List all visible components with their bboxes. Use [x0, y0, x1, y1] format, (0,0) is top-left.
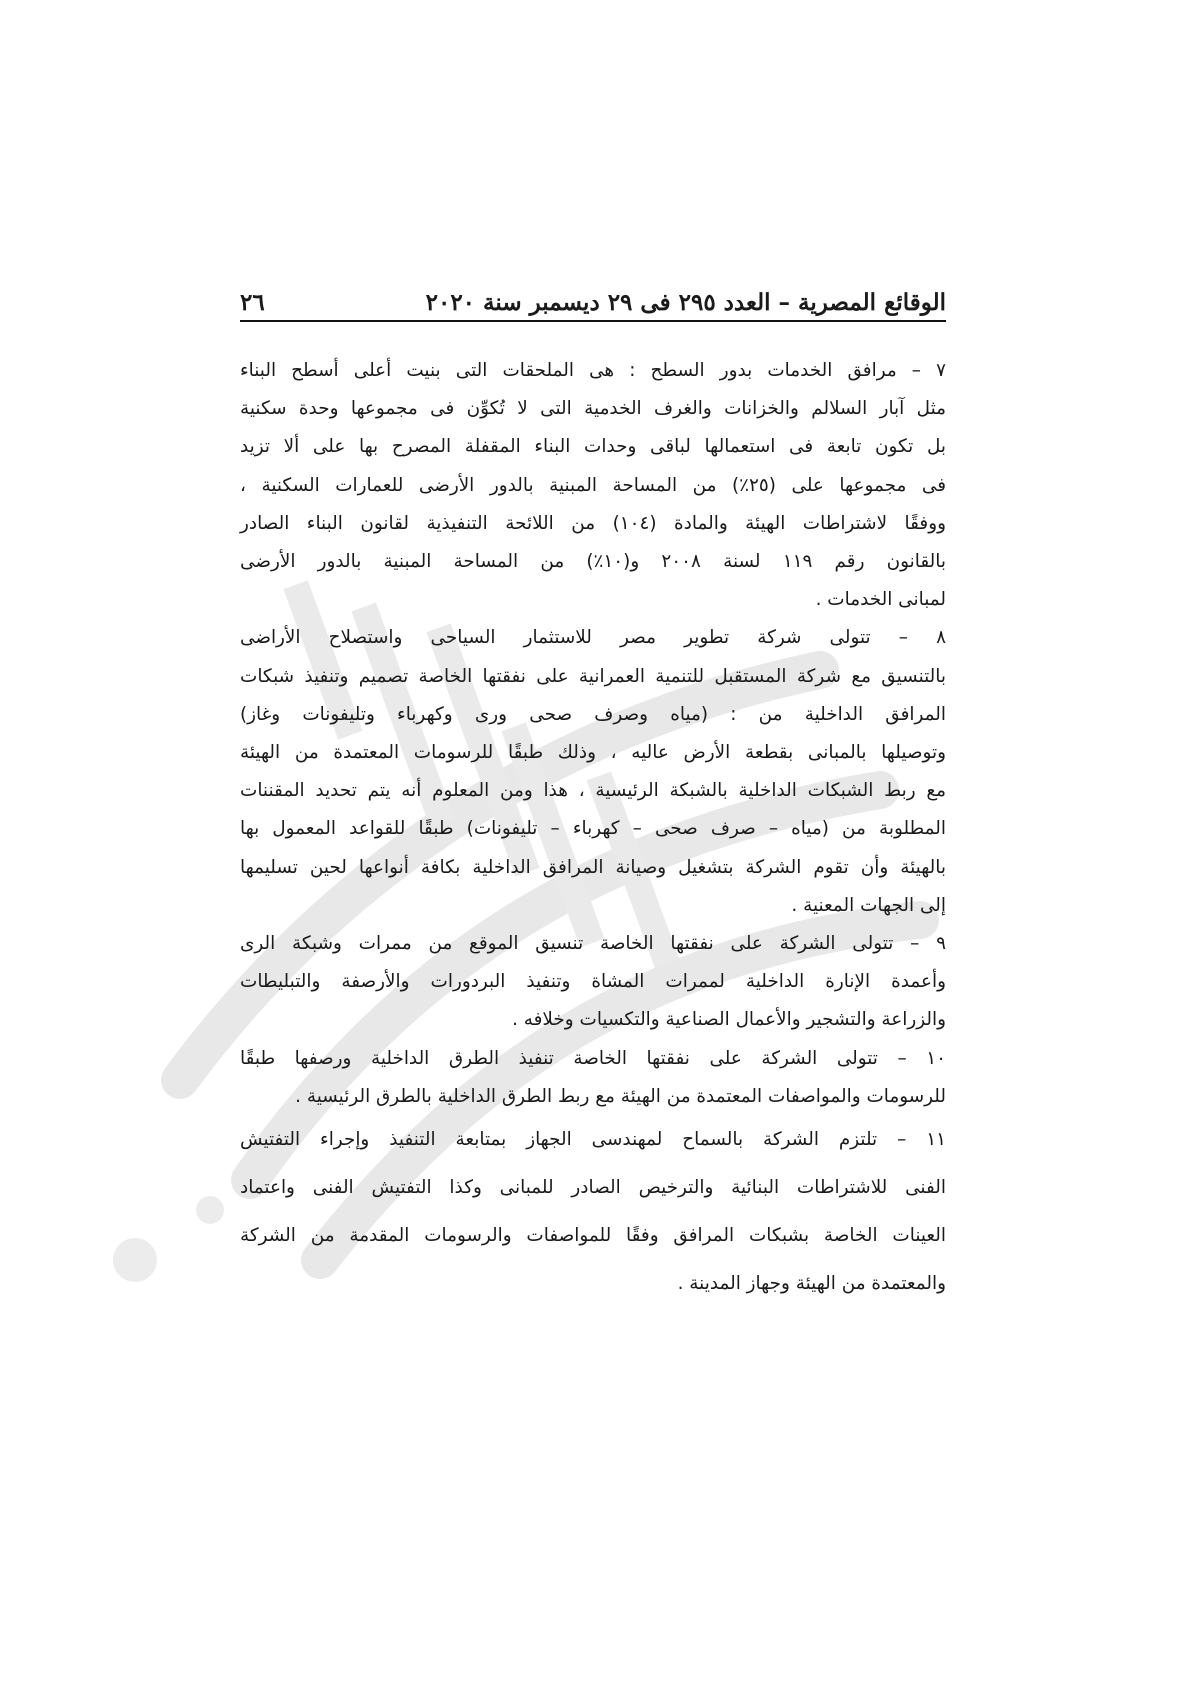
text-line: المطلوبة من (مياه – صرف صحى – كهرباء – تليفونات) طبقًا للقواعد المعمول بها: [240, 818, 946, 840]
text-line: والمعتمدة من الهيئة وجهاز المدينة .: [677, 1273, 946, 1295]
text-line: مع ربط الشبكات الداخلية بالشبكة الرئيسية ، هذا ومن المعلوم أنه يتم تحديد المقننات: [240, 780, 946, 802]
text-line: والزراعة والتشجير والأعمال الصناعية والتكسيات وخلافه .: [512, 1009, 946, 1031]
text-line: ٩ – تتولى الشركة على نفقتها الخاصة تنسيق الموقع من ممرات وشبكة الرى: [240, 933, 946, 955]
paragraph-8: [240, 619, 946, 925]
header-title: الوقائع المصرية – العدد ٢٩٥ فى ٢٩ ديسمبر سنة ٢٠٢٠: [425, 289, 946, 316]
text-line: وتوصيلها بالمبانى بقطعة الأرض عاليه ، وذلك طبقًا للرسومات المعتمدة من الهيئة: [240, 742, 946, 764]
text-line: ٨ – تتولى شركة تطوير مصر للاستثمار السياحى واستصلاح الأراضى: [240, 627, 946, 649]
text-line: إلى الجهات المعنية .: [791, 894, 946, 916]
text-line: الفنى للاشتراطات البنائية والترخيص الصادر للمبانى وكذا التفتيش الفنى واعتماد: [240, 1177, 946, 1199]
paragraph-9: [240, 925, 946, 1040]
text-line: بالهيئة وأن تقوم الشركة بتشغيل وصيانة المرافق الداخلية بكافة أنواعها لحين تسليمها: [240, 856, 946, 878]
text-line: مثل آبار السلالم والخزانات والغرف الخدمية التى لا تُكوِّن فى مجموعها وحدة سكنية: [240, 398, 946, 420]
text-line: وأعمدة الإنارة الداخلية لممرات المشاة وتنفيذ البردورات والأرصفة والتبليطات: [240, 971, 946, 993]
document-body: [240, 352, 946, 1308]
text-line: فى مجموعها على (٢٥٪) من المساحة المبنية بالدور الأرضى للعمارات السكنية ،: [240, 474, 946, 496]
text-line: بالقانون رقم ١١٩ لسنة ٢٠٠٨ و(١٠٪) من المساحة المبنية بالدور الأرضى: [240, 551, 946, 573]
text-line: ١٠ – تتولى الشركة على نفقتها الخاصة تنفيذ الطرق الداخلية ورصفها طبقًا: [240, 1047, 946, 1069]
text-line: للرسومات والمواصفات المعتمدة من الهيئة مع ربط الطرق الداخلية بالطرق الرئيسية .: [295, 1085, 946, 1107]
paragraph-11: [240, 1116, 946, 1308]
text-line: بل تكون تابعة فى استعمالها لباقى وحدات البناء المقفلة المصرح بها على ألا تزيد: [240, 436, 946, 458]
text-line: ١١ – تلتزم الشركة بالسماح لمهندسى الجهاز بمتابعة التنفيذ وإجراء التفتيش: [240, 1129, 946, 1151]
page-number: ٢٦: [240, 289, 265, 316]
paragraph-10: [240, 1040, 946, 1116]
header-divider: [240, 320, 946, 322]
paragraph-7: [240, 352, 946, 619]
text-line: لمبانى الخدمات .: [815, 589, 946, 611]
text-line: ٧ – مرافق الخدمات بدور السطح : هى الملحقات التى بنيت أعلى أسطح البناء: [240, 360, 946, 381]
text-line: العينات الخاصة بشبكات المرافق وفقًا للمواصفات والرسومات المقدمة من الشركة: [240, 1225, 946, 1247]
text-line: ووفقًا لاشتراطات الهيئة والمادة (١٠٤) من اللائحة التنفيذية لقانون البناء الصادر: [240, 512, 946, 534]
text-line: بالتنسيق مع شركة المستقبل للتنمية العمرانية على نفقتها الخاصة تصميم وتنفيذ شبكات: [240, 665, 946, 687]
text-line: المرافق الداخلية من : (مياه وصرف صحى ورى وكهرباء وتليفونات وغاز): [240, 703, 946, 725]
page-header: [240, 272, 946, 316]
